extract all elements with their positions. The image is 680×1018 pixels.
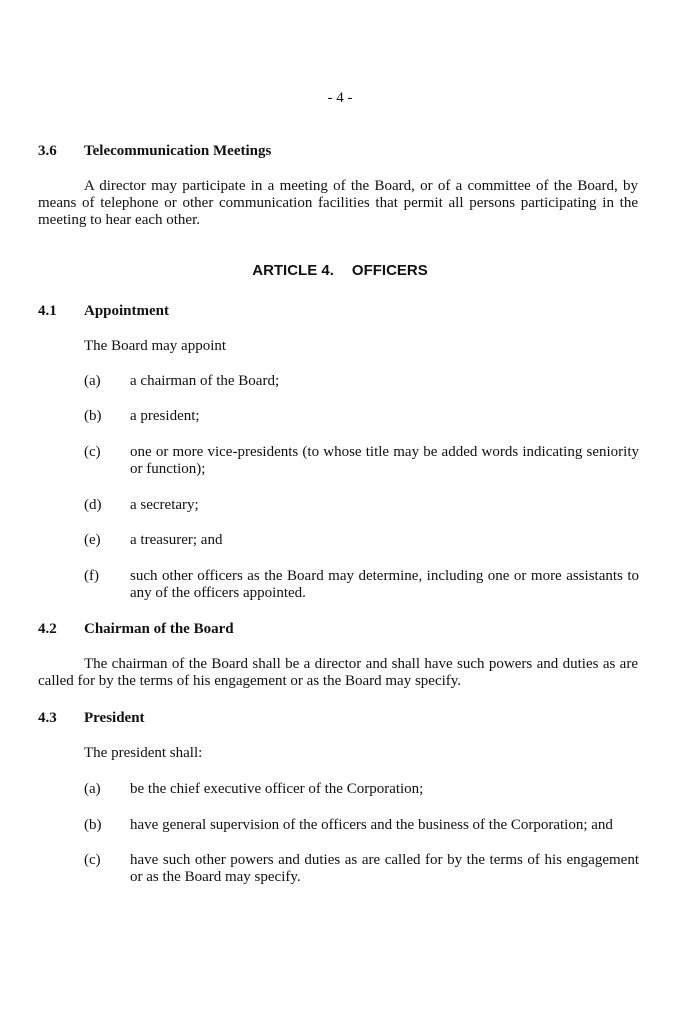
page-number: - 4 - xyxy=(327,90,353,106)
section-4-2-body: The chairman of the Board shall be a director and shall have such powers and duties as are called for by the terms of his engagement or as the Board may specify. xyxy=(38,656,638,689)
list-item-text: one or more vice-presidents (to whose title may be added words indicating seniority or function); xyxy=(130,444,639,477)
section-heading-4-2 xyxy=(38,621,234,638)
list-item xyxy=(84,373,639,390)
list-item-text: such other officers as the Board may determine, including one or more assistants to any of the officers appointed. xyxy=(130,568,639,601)
list-item-label: (c) xyxy=(84,444,101,460)
list-item-text: a president; xyxy=(130,408,200,424)
section-title: Appointment xyxy=(84,303,170,319)
list-item-label: (a) xyxy=(84,781,101,797)
list-item-text: a chairman of the Board; xyxy=(130,373,280,389)
list-item xyxy=(84,408,639,425)
list-item-text: have general supervision of the officers and the business of the Corporation; and xyxy=(130,817,613,833)
section-number: 4.1 xyxy=(38,303,57,319)
list-item-label: (f) xyxy=(84,568,99,584)
section-number: 4.2 xyxy=(38,621,57,637)
list-item-label: (b) xyxy=(84,408,102,424)
list-item-text: have such other powers and duties as are called for by the terms of his engagement or as the Board may specify. xyxy=(130,852,639,885)
section-3-6-body: A director may participate in a meeting of the Board, or of a committee of the Board, by means of telephone or other communication facilities that permit all persons participating in the meeting to hear each other. xyxy=(38,178,638,228)
section-heading-3-6 xyxy=(38,143,271,160)
section-4-1-intro: The Board may appoint xyxy=(84,338,227,354)
list-item-label: (e) xyxy=(84,532,101,548)
list-item xyxy=(84,532,639,549)
list-item-text: a treasurer; and xyxy=(130,532,223,548)
list-item-label: (c) xyxy=(84,852,101,868)
list-item xyxy=(84,852,639,886)
list-item-text: a secretary; xyxy=(130,497,199,513)
list-item-label: (b) xyxy=(84,817,102,833)
list-item xyxy=(84,817,639,834)
section-number: 4.3 xyxy=(38,710,57,726)
list-item xyxy=(84,497,639,514)
list-item-label: (a) xyxy=(84,373,101,389)
list-item xyxy=(84,444,639,478)
section-title: President xyxy=(84,710,145,726)
section-number: 3.6 xyxy=(38,143,57,159)
section-title: Telecommunication Meetings xyxy=(84,143,272,159)
section-title: Chairman of the Board xyxy=(84,621,234,637)
article-heading xyxy=(0,262,680,279)
article-title: OFFICERS xyxy=(351,262,428,279)
list-item-label: (d) xyxy=(84,497,102,513)
list-item xyxy=(84,781,639,798)
list-item xyxy=(84,568,639,602)
section-4-3-intro: The president shall: xyxy=(84,745,203,761)
section-heading-4-3 xyxy=(38,710,145,727)
section-heading-4-1 xyxy=(38,303,169,320)
list-item-text: be the chief executive officer of the Corporation; xyxy=(130,781,424,797)
article-number: ARTICLE 4. xyxy=(252,262,334,279)
